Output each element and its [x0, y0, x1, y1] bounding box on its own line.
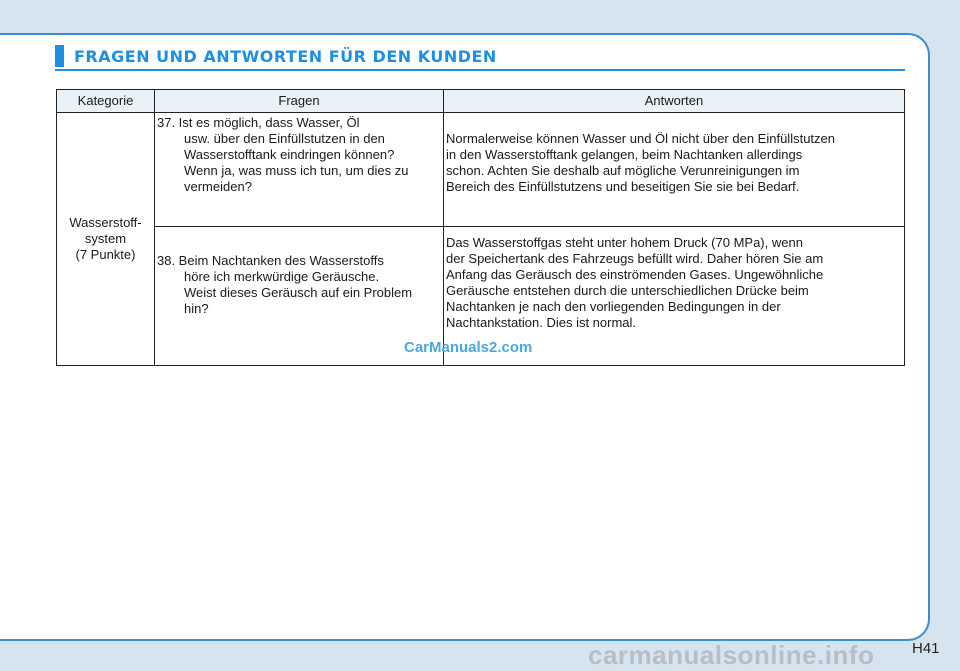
question-line: hin?	[184, 301, 209, 316]
header-antworten: Antworten	[444, 90, 905, 113]
question-cell-37	[155, 113, 444, 227]
answer-line: Nachtanken je nach den vorliegenden Bedingungen in der	[446, 299, 781, 314]
page-number: H41	[912, 640, 940, 657]
answer-line: Geräusche entstehen durch die unterschiedlichen Drücke beim	[446, 283, 809, 298]
answer-line: in den Wasserstofftank gelangen, beim Nachtanken allerdings	[446, 147, 803, 162]
section-header	[55, 45, 497, 67]
answer-line: schon. Achten Sie deshalb auf mögliche Verunreinigungen im	[446, 163, 800, 178]
answer-cell-37	[444, 113, 905, 227]
table-header-row	[57, 90, 905, 113]
answer-line: Das Wasserstoffgas steht unter hohem Druck (70 MPa), wenn	[446, 235, 803, 250]
answer-line: Bereich des Einfüllstutzens und beseitigen Sie sie bei Bedarf.	[446, 179, 800, 194]
header-fragen: Fragen	[155, 90, 444, 113]
question-line: 38. Beim Nachtanken des Wasserstoffs	[157, 253, 384, 268]
qa-table	[56, 89, 905, 366]
category-line: system	[84, 231, 127, 246]
category-line: (7 Punkte)	[75, 247, 136, 262]
answer-line: der Speichertank des Fahrzeugs befüllt wird. Daher hören Sie am	[446, 251, 824, 266]
question-line: höre ich merkwürdige Geräusche.	[184, 269, 380, 284]
question-line: Wasserstofftank eindringen können?	[184, 147, 395, 162]
watermark-carmanualsonline: carmanualsonline.info	[588, 640, 875, 670]
answer-line: Anfang das Geräusch des einströmenden Gases. Ungewöhnliche	[446, 267, 824, 282]
header-kategorie: Kategorie	[57, 90, 155, 113]
table-row	[57, 113, 905, 227]
question-line: usw. über den Einfüllstutzen in den	[184, 131, 385, 146]
header-rule	[55, 69, 905, 71]
question-line: vermeiden?	[184, 179, 252, 194]
answer-line: Nachtankstation. Dies ist normal.	[446, 315, 637, 330]
question-line: Wenn ja, was muss ich tun, um dies zu	[184, 163, 409, 178]
header-accent-bar	[55, 45, 64, 67]
category-cell	[57, 113, 155, 366]
question-line: 37. Ist es möglich, dass Wasser, Öl	[157, 115, 360, 130]
question-cell-38	[155, 227, 444, 366]
question-line: Weist dieses Geräusch auf ein Problem	[184, 285, 413, 300]
category-line: Wasserstoff-	[69, 215, 142, 230]
section-title: FRAGEN UND ANTWORTEN FÜR DEN KUNDEN	[74, 46, 497, 66]
watermark-link-carmanuals2[interactable]: CarManuals2.com	[404, 339, 533, 356]
answer-line: Normalerweise können Wasser und Öl nicht über den Einfüllstutzen	[446, 131, 835, 146]
